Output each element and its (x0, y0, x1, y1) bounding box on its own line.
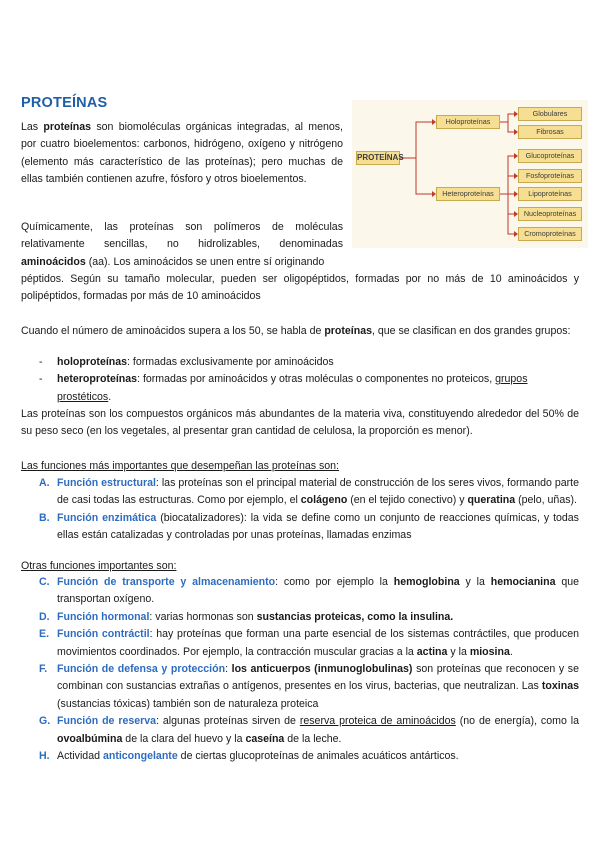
diagram-cromoproteinas: Cromoproteínas (518, 227, 582, 241)
function-text-mid: son proteínas que reconocen y se combinan con sustancias extrañas o antígenos, presentes en los virus, bacterias, que neutralizan. Las (57, 663, 579, 693)
diagram-nucleoproteinas: Nucleoproteínas (518, 207, 582, 221)
item-letter: G. (39, 715, 51, 728)
function-name: anticongelante (102, 750, 178, 763)
function-name: Función estructural (57, 477, 156, 489)
function-text: : varias hormonas son (149, 610, 254, 623)
item-letter: B. (39, 511, 50, 524)
intro-paragraph (21, 119, 343, 189)
function-bold: ovoalbúmina (57, 732, 123, 745)
function-text-end: de la leche. (287, 732, 342, 745)
function-name: Función de defensa y protección (57, 663, 226, 676)
intro-text-rest: son biomoléculas orgánicas integradas, al menos, por cuatro bioelementos: carbonos, hidrógeno, oxígeno y nitrógeno (elemento más característico de las proteínas); pero muchas de ellas también contienen azufre, fósforo y otros bioelementos. (21, 121, 343, 186)
type-keyword: holoproteínas (57, 356, 128, 368)
item-letter: H. (39, 750, 50, 763)
function-text: : como por ejemplo la (275, 576, 388, 588)
function-text-end: (sustancias tóxicas) también son de naturaleza proteica (57, 697, 319, 710)
list-item (21, 371, 579, 406)
function-bold: los anticuerpos (inmunoglobulinas) (231, 663, 413, 676)
list-item (21, 661, 579, 713)
function-text: : las proteínas son el principal material de construcción de los seres vivos, formando parte de casi todas las estructuras. Como por ejemplo, el (57, 477, 579, 507)
diagram-fosfoproteinas: Fosfoproteínas (518, 169, 582, 183)
item-letter: C. (39, 576, 50, 588)
list-item (21, 609, 579, 626)
type-text: : formadas por aminoácidos y otras moléculas o componentes no proteicos, (137, 373, 493, 386)
page-title: PROTEÍNAS (21, 95, 108, 111)
list-item (21, 510, 579, 545)
function-bold-2: queratina (467, 494, 516, 507)
function-name: Función contráctil (57, 628, 150, 641)
function-bold-2: hemocianina (490, 576, 556, 588)
list-item (21, 713, 579, 748)
groups-keyword: proteínas (324, 325, 372, 337)
function-text-mid: (en el tejido conectivo) y (350, 494, 465, 507)
function-text-end: (pelo, uñas). (518, 494, 577, 507)
item-letter: F. (39, 663, 48, 676)
diagram-lipoproteinas: Lipoproteínas (518, 187, 582, 201)
function-bold: actina (416, 645, 448, 658)
function-text-end: que transportan oxígeno. (57, 576, 579, 606)
function-text-mid: y la (465, 576, 485, 588)
intro-text: Las (21, 121, 39, 133)
main-functions (21, 475, 579, 545)
function-text: : hay proteínas que forman una parte esencial de los sistemas contráctiles, que producen movimientos coordinados. Por ejemplo, la contracción muscular gracias a la (57, 628, 579, 658)
peptides-paragraph: péptidos. Según su tamaño molecular, pueden ser oligopéptidos, formadas por no más de 10 aminoácidos y polipéptidos, formadas por más de 10 aminoácidos (21, 273, 579, 303)
function-text-mid: (no de energía), como la (459, 715, 579, 728)
protein-classification-diagram (352, 100, 588, 248)
function-text: de ciertas glucoproteínas de animales acuáticos antárticos. (180, 750, 459, 763)
chemistry-keyword: aminoácidos (21, 255, 86, 268)
chemistry-paragraph (21, 219, 343, 271)
function-bold: sustancias proteicas, como la insulina. (256, 610, 454, 623)
functions-heading: Las funciones más importantes que desempeñan las proteínas son: (21, 460, 340, 472)
item-letter: E. (39, 628, 50, 641)
function-text-end: . (509, 645, 513, 658)
function-bold-2: caseína (245, 732, 285, 745)
function-text: : algunas proteínas sirven de (156, 715, 296, 728)
function-text: (biocatalizadores): la vida se define como un conjunto de reacciones químicas, y todas ellas están catalizadas y controladas por unas proteínas, llamadas enzimas (57, 511, 579, 542)
groups-text-b: , que se clasifican en dos grandes grupos: (372, 325, 571, 337)
item-letter: A. (39, 477, 50, 489)
function-bold-2: miosina (469, 645, 510, 658)
groups-paragraph (21, 323, 579, 340)
function-text-mid-2: de la clara del huevo y la (125, 732, 243, 745)
item-letter: D. (39, 610, 50, 623)
type-end: . (108, 390, 112, 403)
function-name: Función enzimática (57, 511, 157, 524)
function-text-pre: Actividad (57, 750, 100, 763)
function-bold: hemoglobina (393, 576, 460, 588)
other-functions-heading: Otras funciones importantes son: (21, 560, 177, 572)
function-bold: colágeno (300, 494, 348, 507)
list-item (21, 748, 579, 765)
other-functions (21, 574, 579, 765)
function-name: Función de reserva (57, 715, 157, 728)
chemistry-text: Químicamente, las proteínas son polímeros de moléculas relativamente sencillas, no hidrolizables, denominadas (21, 221, 343, 251)
intro-keyword: proteínas (43, 121, 92, 133)
type-keyword: heteroproteínas (57, 373, 138, 386)
chemistry-text-b: (aa). Los aminoácidos se unen entre sí originando (88, 255, 325, 268)
function-text-mid: y la (450, 645, 467, 658)
type-text: : formadas exclusivamente por aminoácidos (127, 356, 334, 368)
list-item (21, 354, 579, 371)
diagram-holoproteinas: Holoproteínas (436, 115, 500, 129)
diagram-heteroproteinas: Heteroproteínas (436, 187, 500, 201)
function-bold-2: toxinas (541, 680, 579, 693)
function-text: : (225, 663, 229, 676)
groups-text: Cuando el número de aminoácidos supera a los 50, se habla de (21, 325, 322, 337)
abundance-paragraph: Las proteínas son los compuestos orgánicos más abundantes de la materia viva, constituyendo alrededor del 50% de su peso seco (en los vegetales, al presentar gran cantidad de celulosa, la proporción es menor). (21, 408, 579, 438)
function-name: Función de transporte y almacenamiento (57, 576, 276, 588)
diagram-globulares: Globulares (518, 107, 582, 121)
diagram-fibrosas: Fibrosas (518, 125, 582, 139)
function-name: Función hormonal (57, 610, 150, 623)
protein-types-list (21, 354, 579, 406)
list-item (21, 574, 579, 609)
list-item (21, 475, 579, 510)
diagram-root-proteinas: PROTEÍNAS (356, 151, 400, 165)
diagram-glucoproteinas: Glucoproteínas (518, 149, 582, 163)
function-underlined: reserva proteica de aminoácidos (299, 715, 456, 728)
prosthetic-groups-term: grupos prostéticos (57, 373, 528, 403)
list-item (21, 626, 579, 661)
